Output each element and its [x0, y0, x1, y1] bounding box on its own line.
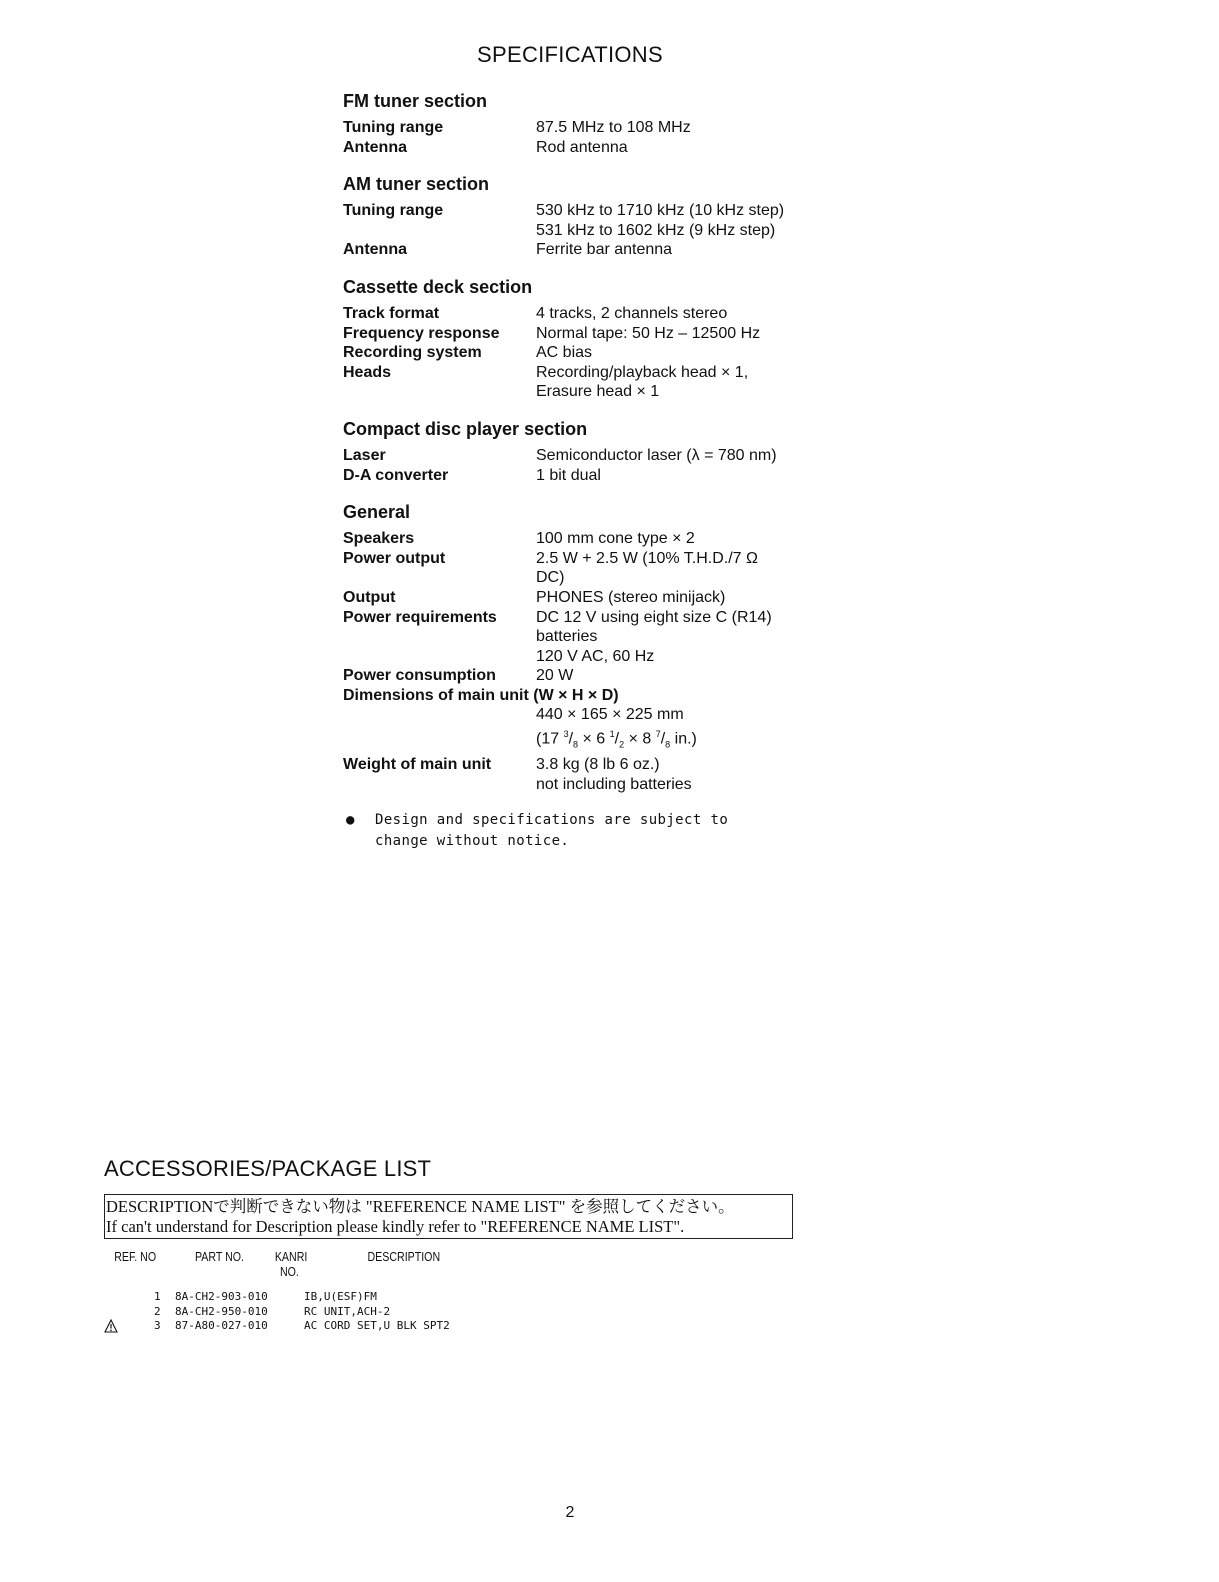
bullet-icon: ●	[346, 812, 355, 829]
section-title: AM tuner section	[343, 174, 490, 195]
header-ref-no: REF. NO	[114, 1250, 157, 1264]
spec-value-line: DC)	[536, 569, 565, 587]
spec-value	[536, 201, 801, 240]
spec-value-line: Recording/playback head × 1,	[536, 363, 749, 381]
dim-text: × 6	[578, 730, 610, 748]
warning-icon	[104, 1319, 118, 1333]
part-no: 8A-CH2-950-010	[175, 1304, 268, 1318]
header-description: DESCRIPTION	[367, 1250, 441, 1264]
spec-row	[343, 138, 823, 158]
spec-row	[343, 446, 823, 466]
fraction-numerator: 7	[655, 729, 661, 740]
spec-label: Weight of main unit	[343, 756, 492, 774]
spec-value-line: 440 × 165 × 225 mm	[536, 706, 684, 724]
spec-value-line: 531 kHz to 1602 kHz (9 kHz step)	[536, 221, 776, 239]
section-title: General	[343, 502, 411, 523]
spec-label: Heads	[343, 363, 392, 381]
ref-no: 3	[154, 1319, 161, 1332]
spec-value	[536, 666, 801, 686]
spec-value	[536, 240, 801, 260]
spec-row	[343, 201, 823, 240]
reference-note-jp: DESCRIPTIONで判断できない物は "REFERENCE NAME LIST" を参照してください。	[106, 1197, 735, 1216]
fraction-denominator: 8	[665, 739, 671, 750]
spec-value	[536, 446, 801, 466]
spec-value-line: PHONES (stereo minijack)	[536, 588, 726, 606]
spec-value-line: 1 bit dual	[536, 466, 601, 484]
spec-value	[536, 529, 801, 549]
description: RC UNIT,ACH-2	[304, 1304, 391, 1318]
spec-value	[536, 343, 801, 363]
spec-value-line: 100 mm cone type × 2	[536, 530, 695, 548]
general-section	[343, 501, 823, 794]
spec-value-line: 120 V AC, 60 Hz	[536, 647, 655, 665]
table-row	[104, 1290, 604, 1305]
spec-value-line: Ferrite bar antenna	[536, 241, 673, 259]
dim-text: in.)	[670, 730, 697, 748]
fraction-numerator: 3	[563, 729, 569, 740]
specification-note	[343, 810, 823, 852]
spec-row	[343, 705, 823, 755]
spec-label: Speakers	[343, 530, 415, 548]
spec-value	[536, 118, 801, 138]
spec-label: D-A converter	[343, 466, 449, 484]
spec-label: Track format	[343, 304, 440, 322]
spec-label: Dimensions of main unit (W × H × D)	[343, 686, 619, 704]
spec-value-line: 4 tracks, 2 channels stereo	[536, 304, 728, 322]
spec-value-line: batteries	[536, 628, 598, 646]
spec-label: Power output	[343, 549, 446, 567]
spec-value	[536, 138, 801, 158]
part-no: 87-A80-027-010	[175, 1319, 268, 1332]
spec-row	[343, 686, 823, 706]
spec-value-line: 3.8 kg (8 lb 6 oz.)	[536, 756, 660, 774]
spec-value-line: 2.5 W + 2.5 W (10% T.H.D./7 Ω	[536, 549, 758, 567]
spec-value-line: 87.5 MHz to 108 MHz	[536, 119, 691, 136]
ref-no: 2	[154, 1304, 161, 1318]
spec-row	[343, 343, 823, 363]
spec-value-line: Rod antenna	[536, 138, 628, 156]
spec-row	[343, 755, 823, 794]
spec-value-line: not including batteries	[536, 775, 692, 793]
spec-value	[536, 363, 801, 402]
spec-value-line: Erasure head × 1	[536, 383, 660, 401]
spec-value	[536, 466, 801, 486]
description: AC CORD SET,U BLK SPT2	[304, 1319, 450, 1332]
spec-row	[343, 466, 823, 486]
section-title: FM tuner section	[343, 91, 488, 111]
table-row	[104, 1305, 604, 1320]
page-number: 2	[565, 1504, 575, 1521]
spec-row	[343, 240, 823, 260]
dim-text: (17	[536, 730, 564, 748]
spec-row	[343, 118, 823, 138]
spec-value-line: 20 W	[536, 667, 574, 685]
spec-row	[343, 608, 823, 667]
header-kanri: KANRI	[274, 1250, 308, 1264]
spec-label: Antenna	[343, 241, 407, 259]
spec-label	[343, 705, 536, 755]
spec-value	[536, 705, 801, 755]
spec-label: Antenna	[343, 138, 407, 156]
spec-value	[536, 588, 801, 608]
dimensions-inch: (17 $^3/_8 \times 6$ $^1/_2 \times 8$ $^7/_8$ in.)	[536, 729, 697, 750]
page-title: SPECIFICATIONS	[477, 42, 663, 67]
spec-label: Recording system	[343, 344, 482, 362]
spec-value	[536, 324, 801, 344]
spec-value-line: AC bias	[536, 344, 593, 362]
spec-value	[536, 304, 801, 324]
accessories-title: ACCESSORIES/PACKAGE LIST	[104, 1156, 432, 1181]
parts-table-header	[104, 1250, 529, 1284]
table-row	[104, 1319, 604, 1334]
spec-label: Output	[343, 588, 396, 606]
spec-row	[343, 588, 823, 608]
description: IB,U(ESF)FM	[304, 1290, 377, 1303]
spec-row	[343, 304, 823, 324]
parts-list	[104, 1290, 604, 1334]
spec-row	[343, 529, 823, 549]
cassette-deck-section	[343, 276, 823, 402]
spec-label: Tuning range	[343, 202, 444, 220]
reference-note-en: If can't understand for Description please kindly refer to "REFERENCE NAME LIST".	[106, 1216, 685, 1236]
spec-value-line: Semiconductor laser (λ = 780 nm)	[536, 446, 777, 464]
section-title: Compact disc player section	[343, 418, 588, 439]
spec-row	[343, 549, 823, 588]
spec-label: Laser	[343, 446, 386, 464]
part-no: 8A-CH2-903-010	[175, 1290, 268, 1303]
header-kanri-no: NO.	[279, 1265, 299, 1279]
spec-value-line: 530 kHz to 1710 kHz (10 kHz step)	[536, 202, 785, 220]
spec-label: Frequency response	[343, 324, 500, 342]
spec-label: Power consumption	[343, 667, 496, 685]
specifications	[343, 90, 823, 852]
spec-label: Tuning range	[343, 119, 444, 136]
spec-value-line: DC 12 V using eight size C (R14)	[536, 608, 772, 626]
header-part-no: PART NO.	[194, 1250, 244, 1264]
spec-value	[536, 549, 801, 588]
spec-row	[343, 324, 823, 344]
spec-row	[343, 666, 823, 686]
fraction-denominator: 2	[619, 739, 625, 750]
fraction-numerator: 1	[609, 729, 615, 740]
fraction-denominator: 8	[573, 739, 579, 750]
spec-value	[536, 755, 801, 794]
note-text: Design and specifications are subject to change without notice.	[375, 812, 729, 850]
am-tuner-section	[343, 173, 823, 260]
dim-text: × 8	[624, 730, 656, 748]
ref-no: 1	[154, 1290, 161, 1303]
spec-value	[536, 608, 801, 667]
spec-label: Power requirements	[343, 608, 497, 626]
reference-note-box	[104, 1194, 793, 1239]
cd-player-section	[343, 418, 823, 485]
spec-row	[343, 363, 823, 402]
spec-value-line: Normal tape: 50 Hz – 12500 Hz	[536, 324, 761, 342]
section-title: Cassette deck section	[343, 276, 533, 297]
fm-tuner-section	[343, 90, 823, 157]
